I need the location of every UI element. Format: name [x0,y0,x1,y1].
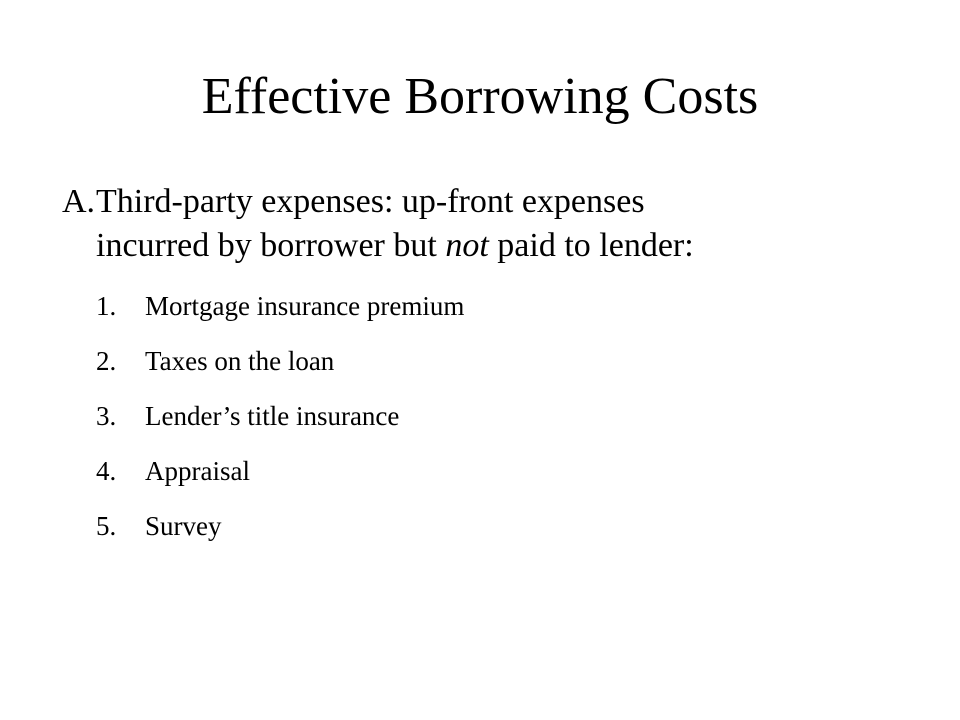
list-item [96,288,856,343]
point-emphasis: not [445,227,489,264]
list-item-label: Survey [145,511,222,541]
list-item [96,343,856,398]
list-item-number: 2. [96,346,117,376]
point-text [96,180,922,268]
list-item-label: Taxes on the loan [145,346,335,376]
list-item [96,453,856,508]
slide-title: Effective Borrowing Costs [201,68,759,125]
list-item [96,398,856,453]
list-item-label: Mortgage insurance premium [145,291,465,321]
list-item [96,508,856,563]
list-item-number: 3. [96,401,117,431]
list-item-number: 1. [96,291,117,321]
list-item-label: Lender’s title insurance [145,401,400,431]
point-line-2-end: paid to lender: [488,227,694,264]
list-item-number: 4. [96,456,117,486]
list-item-number: 5. [96,511,117,541]
main-point [62,180,922,268]
point-line-2-start: incurred by borrower but [96,227,446,264]
expense-list [96,288,856,563]
point-line-1: Third-party expenses: up-front expenses [96,183,645,220]
point-marker: A. [62,183,96,220]
list-item-label: Appraisal [145,456,250,486]
point-line-2 [96,224,922,268]
